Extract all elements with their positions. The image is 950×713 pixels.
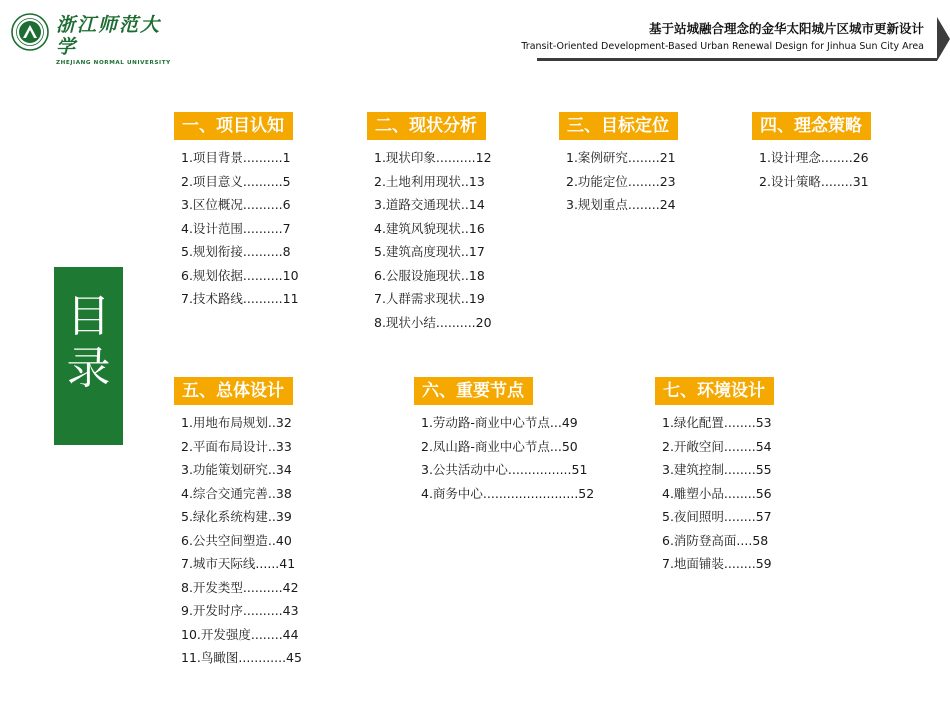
header-arrow-cap — [937, 17, 950, 61]
section-concept-strategy — [752, 112, 871, 193]
toc-entry[interactable]: 2.开敞空间........54 — [662, 438, 772, 454]
section-title[interactable]: 四、理念策略 — [752, 112, 871, 140]
toc-entry[interactable]: 10.开发强度........44 — [181, 626, 299, 642]
university-name-en: ZHEJIANG NORMAL UNIVERSITY — [56, 60, 171, 66]
toc-entry[interactable]: 3.规划重点........24 — [566, 197, 676, 212]
toc-entry[interactable]: 1.绿化配置........53 — [662, 415, 772, 430]
project-title-cn: 基于站城融合理念的金华太阳城片区城市更新设计 — [648, 21, 924, 36]
toc-entry[interactable]: 2.平面布局设计..33 — [181, 438, 292, 454]
section-project-cognition — [174, 112, 299, 311]
toc-entry[interactable]: 4.设计范围..........7 — [181, 220, 291, 236]
toc-entry[interactable]: 1.现状印象..........12 — [374, 150, 492, 165]
section-title[interactable]: 三、目标定位 — [559, 112, 678, 140]
toc-entry[interactable]: 6.消防登高面....58 — [662, 532, 769, 548]
toc-entry[interactable]: 1.案例研究........21 — [566, 150, 676, 165]
toc-label-block — [54, 267, 123, 445]
toc-entry[interactable]: 3.区位概况..........6 — [181, 197, 291, 212]
university-logo-icon — [11, 13, 49, 51]
section-title[interactable]: 七、环境设计 — [655, 377, 774, 405]
toc-entry[interactable]: 1.劳动路-商业中心节点...49 — [421, 415, 578, 430]
section-title[interactable]: 六、重要节点 — [414, 377, 533, 405]
toc-entry[interactable]: 2.土地利用现状..13 — [374, 173, 485, 189]
toc-entry[interactable]: 3.道路交通现状..14 — [374, 197, 485, 212]
header-divider — [537, 58, 937, 61]
toc-entry[interactable]: 2.设计策略........31 — [759, 173, 869, 189]
toc-entry[interactable]: 7.人群需求现状..19 — [374, 291, 485, 306]
toc-entry[interactable]: 8.开发类型..........42 — [181, 579, 299, 595]
section-title[interactable]: 二、现状分析 — [367, 112, 486, 140]
section-title[interactable]: 一、项目认知 — [174, 112, 293, 140]
toc-entry[interactable]: 2.功能定位........23 — [566, 173, 676, 189]
header — [0, 0, 950, 66]
section-item-list — [174, 411, 302, 670]
toc-char-1: 目 — [66, 291, 111, 342]
section-item-list — [414, 411, 594, 505]
toc-entry[interactable]: 6.规划依据..........10 — [181, 267, 299, 283]
toc-entry[interactable]: 4.建筑风貌现状..16 — [374, 220, 485, 236]
section-current-analysis — [367, 112, 492, 334]
toc-entry[interactable]: 2.凤山路-商业中心节点...50 — [421, 438, 578, 454]
section-overall-design — [174, 377, 302, 670]
toc-entry[interactable]: 2.项目意义..........5 — [181, 173, 291, 189]
toc-entry[interactable]: 5.建筑高度现状..17 — [374, 244, 485, 259]
toc-entry[interactable]: 3.功能策划研究..34 — [181, 462, 292, 477]
toc-entry[interactable]: 3.建筑控制........55 — [662, 462, 772, 477]
toc-entry[interactable]: 3.公共活动中心................51 — [421, 462, 588, 477]
toc-entry[interactable]: 1.项目背景..........1 — [181, 150, 291, 165]
toc-entry[interactable]: 11.鸟瞰图............45 — [181, 650, 302, 665]
toc-entry[interactable]: 7.城市天际线......41 — [181, 556, 296, 571]
section-title[interactable]: 五、总体设计 — [174, 377, 293, 405]
toc-entry[interactable]: 1.用地布局规划..32 — [181, 415, 292, 430]
section-environment-design — [655, 377, 774, 576]
toc-entry[interactable]: 5.夜间照明........57 — [662, 509, 772, 524]
section-item-list — [559, 146, 678, 217]
toc-entry[interactable]: 5.绿化系统构建..39 — [181, 509, 292, 524]
toc-entry[interactable]: 4.综合交通完善..38 — [181, 485, 292, 501]
toc-char-2: 录 — [66, 343, 111, 394]
university-name — [56, 14, 171, 66]
toc-entry[interactable]: 5.规划衔接..........8 — [181, 244, 291, 259]
section-item-list — [655, 411, 774, 576]
toc-entry[interactable]: 7.技术路线..........11 — [181, 291, 299, 306]
project-title-en: Transit-Oriented Development-Based Urban Renewal Design for Jinhua Sun City Area — [521, 41, 924, 52]
university-name-cn: 浙江师范大学 — [56, 14, 162, 58]
toc-entry[interactable]: 1.设计理念........26 — [759, 150, 869, 165]
toc-entry[interactable]: 9.开发时序..........43 — [181, 603, 299, 618]
toc-entry[interactable]: 8.现状小结..........20 — [374, 314, 492, 330]
section-key-nodes — [414, 377, 594, 505]
toc-entry[interactable]: 6.公共空间塑造..40 — [181, 532, 292, 548]
toc-entry[interactable]: 6.公服设施现状..18 — [374, 267, 485, 283]
toc-entry[interactable]: 4.商务中心........................52 — [421, 485, 595, 501]
toc-entry[interactable]: 4.雕塑小品........56 — [662, 485, 772, 501]
section-item-list — [367, 146, 492, 334]
section-item-list — [752, 146, 871, 193]
section-goal-positioning — [559, 112, 678, 217]
section-item-list — [174, 146, 299, 311]
toc-entry[interactable]: 7.地面铺装........59 — [662, 556, 772, 571]
